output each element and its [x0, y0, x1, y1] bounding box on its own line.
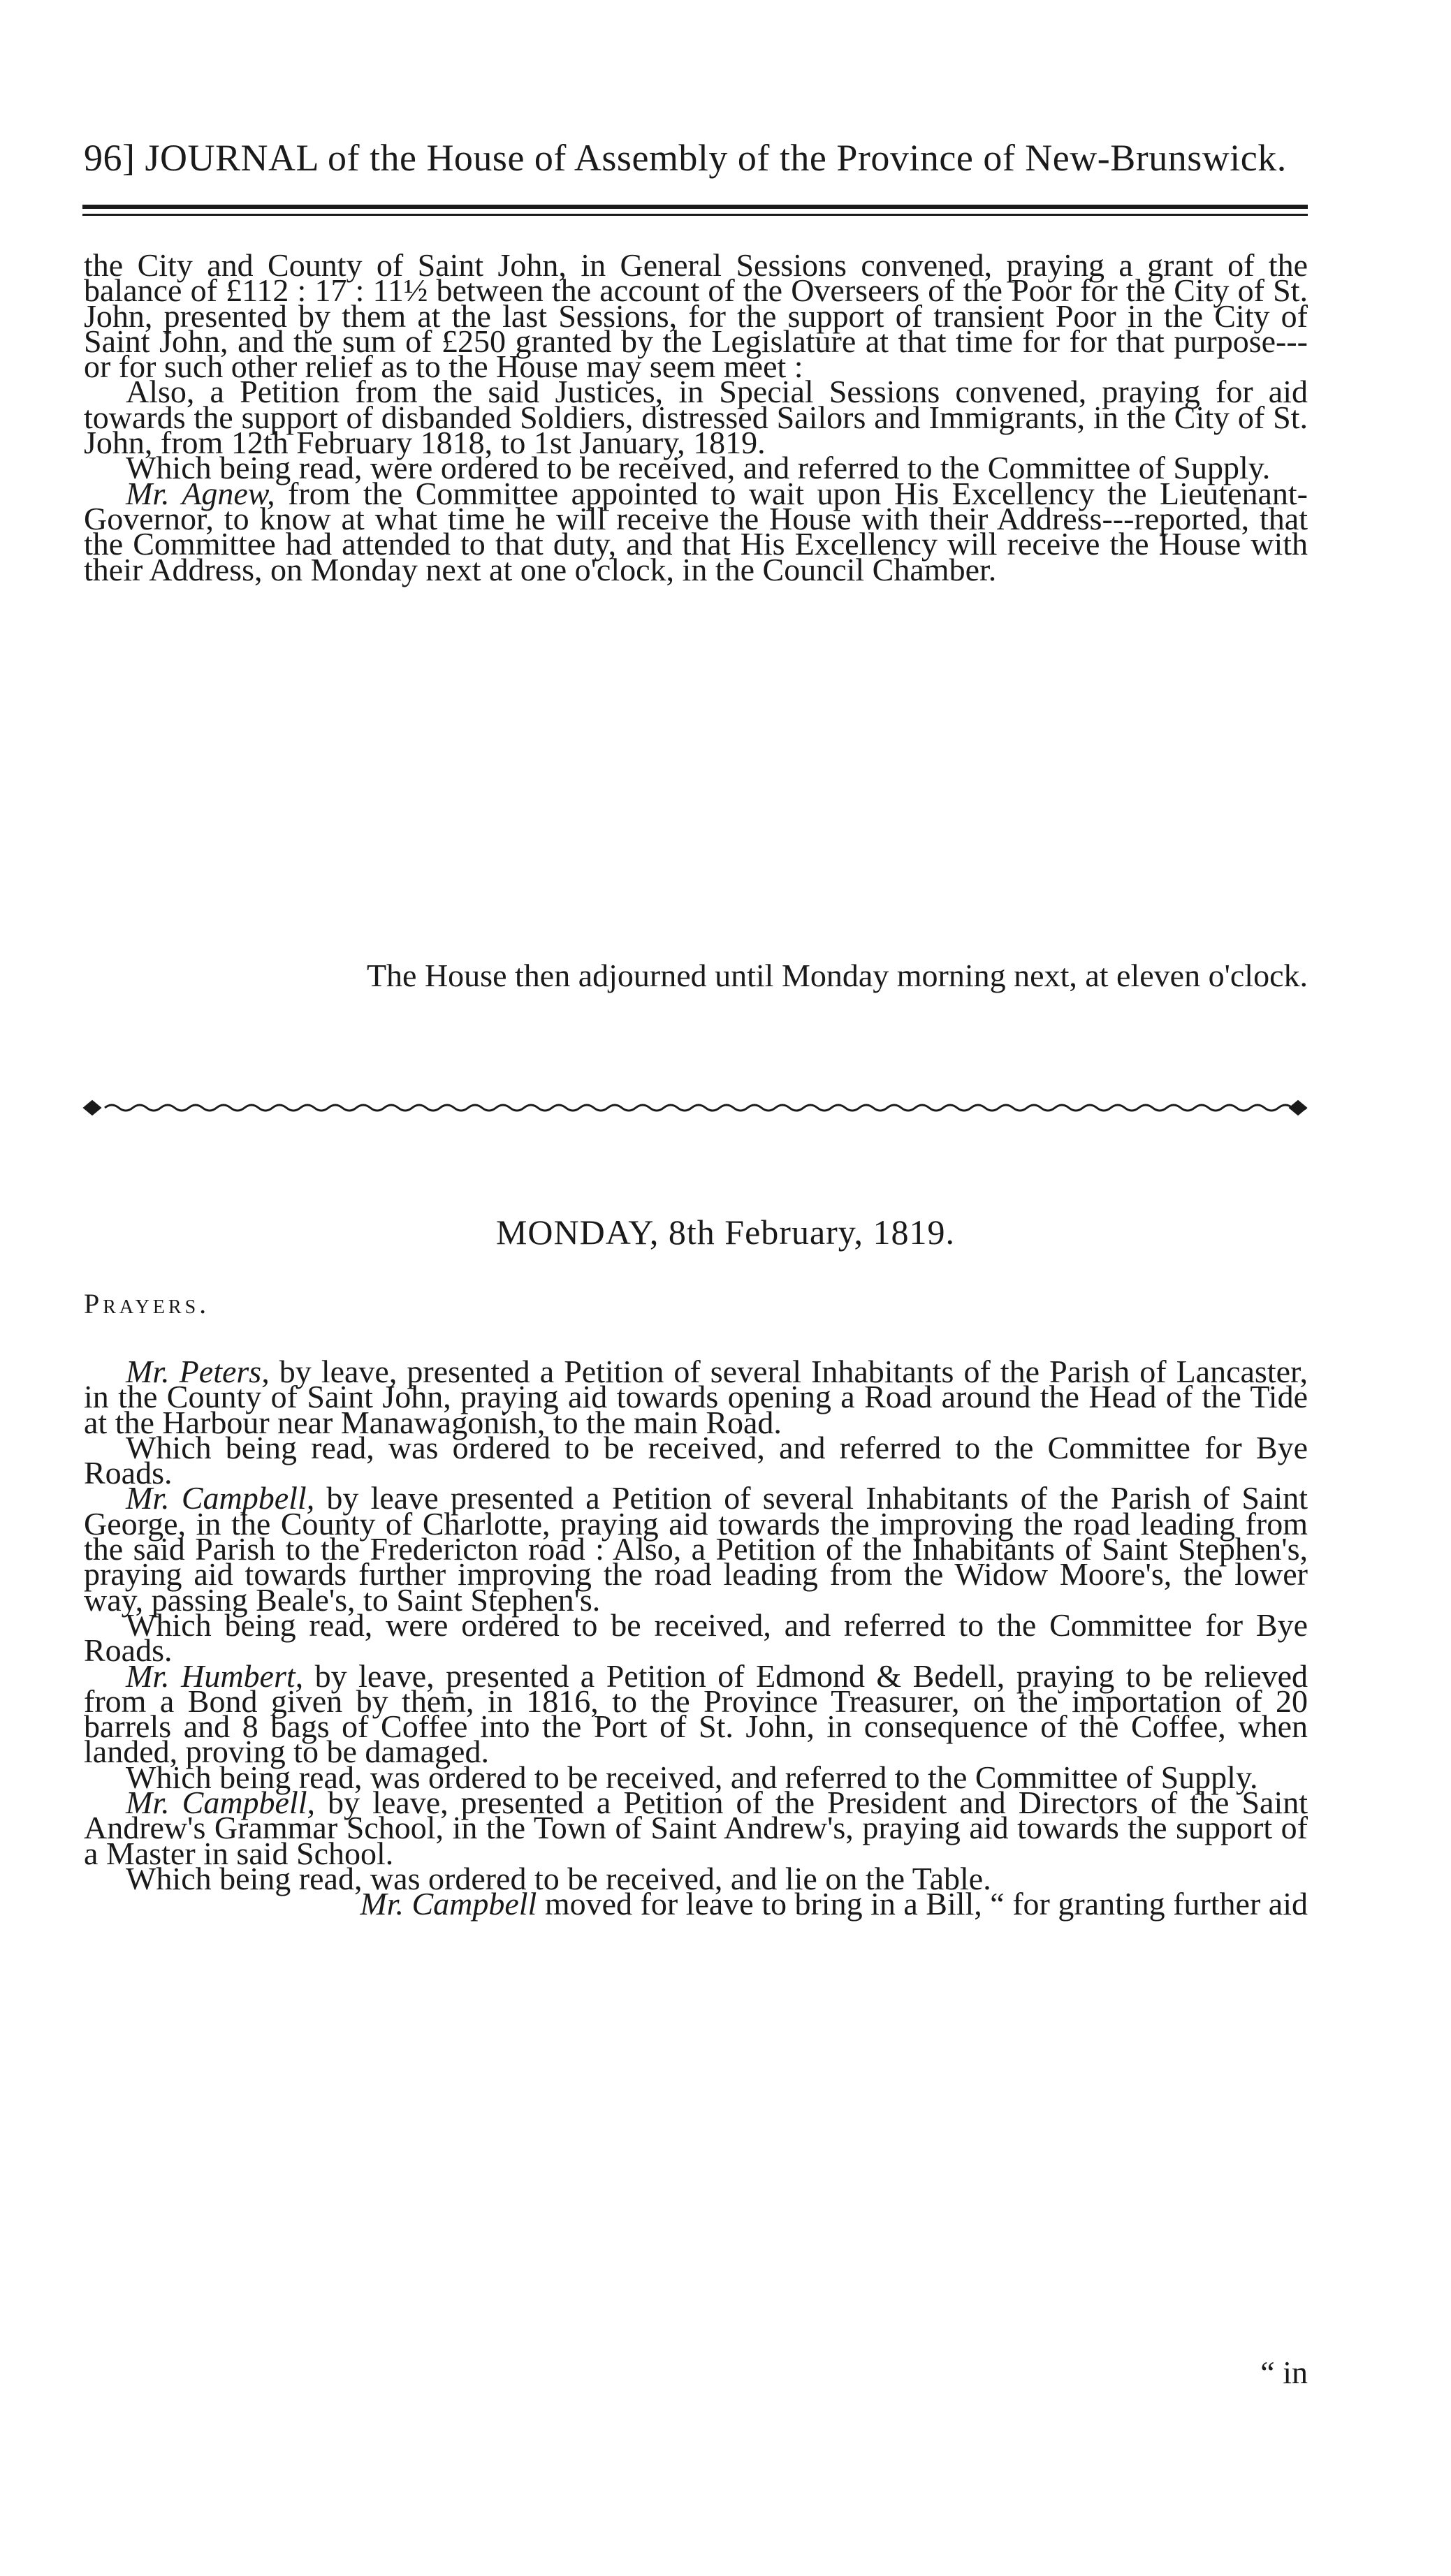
paragraph: Mr. Campbell, by leave, presented a Petition of the President and Directors of the Saint Andrew's Grammar School, in the Town of Saint Andrew's, praying aid towards the support of a Master in said School. — [84, 1785, 1308, 1871]
ornamental-divider — [82, 1097, 1308, 1119]
paragraph: Which being read, were ordered to be received, and referred to the Committee for Bye Roads. — [84, 1607, 1308, 1669]
page-number-bracket: ] — [122, 137, 145, 179]
paragraph: Mr. Humbert, by leave, presented a Petition of Edmond & Bedell, praying to be relieved from a Bond given by them, in 1816, to the Province Treasurer, on the importation of 20 barrels and 8 bags of Coffee into the Port of St. John, in consequence of the Coffee, when landed, proving to be damaged. — [84, 1657, 1308, 1770]
header-rule-thick — [82, 205, 1308, 209]
paragraph: Mr. Agnew, from the Committee appointed to wait upon His Excellency the Lieutenant-Governor, to know at what time he will receive the House with their Address---reported, that the Committee had attended to that duty, and that His Excellency will receive the House with their Address, on Monday next at one o'clock, in the Council Chamber. — [84, 475, 1308, 587]
page-header — [84, 136, 1313, 180]
catchword: “ in — [1260, 2355, 1308, 2390]
paragraph: Which being read, were ordered to be received, and referred to the Committee of Supply. — [126, 450, 1271, 486]
divider-wave-line — [105, 1105, 1306, 1111]
paragraph: Mr. Campbell, by leave presented a Petition of several Inhabitants of the Parish of Saint George, in the County of Charlotte, praying aid towards the improving the road leading from the said Parish to the Fredericton road : Also, a Petition of the Inhabitants of Saint Stephen's, praying aid towards further improving the road leading from the Widow Moore's, the lower way, passing Beale's, to Saint Stephen's. — [84, 1480, 1308, 1618]
section-continued-proceedings — [84, 247, 1308, 587]
date-heading: MONDAY, 8th February, 1819. — [495, 1213, 956, 1252]
paragraph: Mr. Peters, by leave, presented a Petition of several Inhabitants of the Parish of Lancaster, in the County of Saint John, praying aid towards opening a Road around the Head of the Tide at the Harbour near Manawagonish, to the main Road. — [84, 1354, 1308, 1440]
page-number: 96 — [84, 137, 122, 179]
paragraph: the City and County of Saint John, in General Sessions convened, praying a grant of the balance of £112 : 17 : 11½ between the account of the Overseers of the Poor for the City of St. John, presented by them at the last Sessions, for the support of transient Poor in the City of Saint John, and the sum of £250 granted by the Legislature at that time for for that purpose---or for such other relief as to the House may seem meet : — [84, 247, 1308, 385]
journal-title: JOURNAL of the House of Assembly of the Province of New-Brunswick. — [145, 137, 1287, 179]
paragraph: Which being read, was ordered to be received, and lie on the Table. — [126, 1860, 991, 1896]
divider-left-flourish — [84, 1101, 101, 1115]
adjournment-line: The House then adjourned until Monday morning next, at eleven o'clock. — [366, 958, 1308, 993]
paragraph: Which being read, was ordered to be received, and referred to the Committee for Bye Roads. — [84, 1429, 1308, 1491]
header-rule-thin — [82, 214, 1308, 216]
divider-right-flourish — [1290, 1101, 1306, 1115]
section-monday-proceedings — [84, 1354, 1308, 1922]
paragraph: Mr. Campbell moved for leave to bring in a Bill, “ for granting further aid — [360, 1886, 1308, 1922]
prayers-heading: Prayers. — [84, 1288, 210, 1319]
paragraph: Which being read, was ordered to be received, and referred to the Committee of Supply. — [126, 1759, 1258, 1795]
paragraph: Also, a Petition from the said Justices, in Special Sessions convened, praying for aid towards the support of disbanded Soldiers, distressed Sailors and Immigrants, in the City of St. John, from 12th February 1818, to 1st January, 1819. — [84, 374, 1308, 461]
